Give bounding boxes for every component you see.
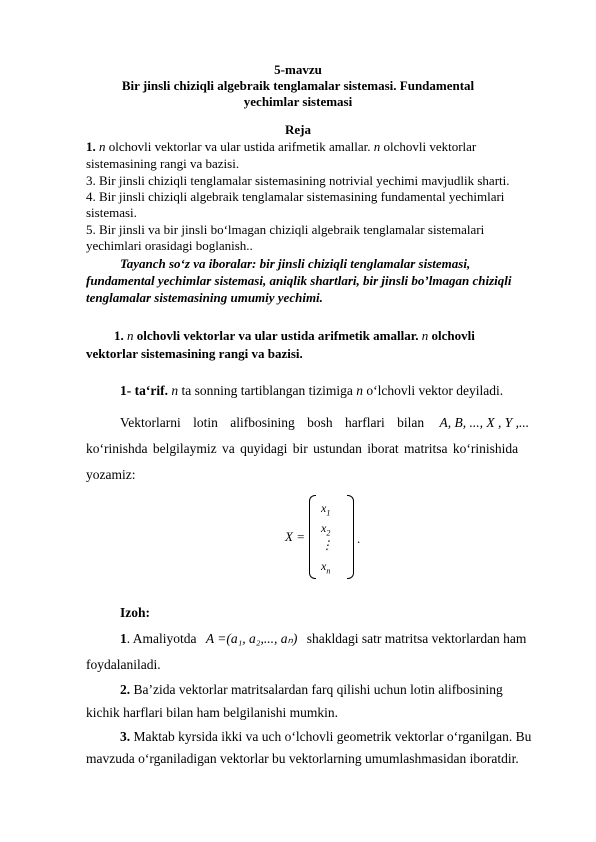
note-1-text-b: shakldagi satr matritsa vektorlardan ham (306, 631, 527, 646)
n-symbol: n (373, 139, 381, 154)
topic-number: 5-mavzu (274, 62, 322, 77)
plan-item-1-number: 1. (86, 139, 96, 154)
column-matrix (285, 495, 365, 585)
note-2-line-1 (120, 681, 503, 698)
title-line-1: Bir jinsli chiziqli algebraik tenglamalar sistemasi. Fundamental (121, 78, 475, 93)
row-matrix-formula: A =(a₁, a₂,..., aₙ) (205, 631, 298, 646)
note-1-line-2: foydalaniladi. (86, 657, 161, 672)
plan-item-5: 5. Bir jinsli va bir jinsli bo‘lmagan chiziqli algebraik tenglamalar sistemalari (86, 222, 485, 237)
section-1-text-b: olchovli (431, 328, 475, 343)
note-3-line-2: mavzuda o‘rganiladigan vektorlar bu vektorlarning umumlashmasidan iboratdir. (86, 751, 519, 766)
plan-heading: Reja (285, 122, 311, 137)
section-1-number: 1. (114, 328, 124, 343)
plan-item-1 (86, 139, 476, 155)
n-symbol: n (171, 383, 179, 398)
definition-text-a: ta sonning tartiblangan tizimiga (181, 383, 353, 398)
n-symbol: n (421, 328, 429, 343)
n-symbol: n (356, 383, 363, 398)
section-1-heading-cont: vektorlar sistemasining rangi va bazisi. (86, 346, 303, 361)
plan-item-1-text-b: olchovli vektorlar (383, 139, 477, 154)
plan-item-4: 4. Bir jinsli chiziqli algebraik tenglamalar sistemasining fundamental yechimlari (86, 189, 505, 204)
keywords-line-2: fundamental yechimlar sistemasi, aniqlik shartlari, bir jinsli bo’lmagan chiziqli (86, 273, 512, 288)
vector-letters-formula: A, B, ..., X , Y ,... (439, 415, 530, 430)
paragraph-1-line-3: yozamiz: (86, 467, 136, 482)
matrix-entry-n: $x_n$ (321, 559, 331, 576)
note-2-text-a: Ba’zida vektorlar matritsalardan farq qilishi uchun lotin alifbosining (133, 682, 503, 697)
matrix-lhs: X = (285, 529, 305, 544)
matrix-entry-1: $x_1$ (321, 501, 331, 518)
right-parenthesis (347, 495, 354, 579)
paragraph-1-line-2: ko‘rinishda belgilaymiz va quyidagi bir ustundan iborat matritsa ko‘rinishida (86, 441, 519, 456)
section-1-heading (114, 328, 475, 344)
keywords-line-1: Tayanch so‘z va iboralar: bir jinsli chiziqli tenglamalar sistemasi, (120, 256, 471, 271)
note-1-text-a: . Amaliyotda (126, 631, 197, 646)
matrix-period: . (357, 531, 361, 546)
plan-item-1-cont: sistemasining rangi va bazisi. (86, 156, 240, 171)
definition-label: 1- ta‘rif. (120, 383, 168, 398)
plan-item-3: 3. Bir jinsli chiziqli tenglamalar sistemasining notrivial yechimi mavjudlik sharti. (86, 173, 510, 188)
keywords-line-3: tenglamalar sistemasining umumiy yechimi. (86, 290, 323, 305)
plan-item-5-cont: yechimlari orasidagi boglanish.. (86, 238, 253, 253)
note-1-line-1 (120, 630, 526, 647)
matrix-entry-2: $x_2$ (321, 521, 331, 538)
definition (120, 382, 503, 399)
section-1-text-a: olchovli vektorlar va ular ustida arifmetik amallar. (136, 328, 419, 343)
note-3-text-a: Maktab kyrsida ikki va uch o‘lchovli geometrik vektorlar o‘rganilgan. Bu (133, 729, 532, 744)
note-2-line-2: kichik harflari bilan ham belgilanishi mumkin. (86, 705, 338, 720)
left-parenthesis (309, 495, 316, 579)
paragraph-1-line-1 (120, 414, 530, 431)
paragraph-1-text-a: Vektorlarni lotin alifbosining bosh harflari bilan (120, 415, 425, 430)
definition-text-b: o‘lchovli vektor deyiladi. (366, 383, 504, 398)
notes-heading: Izoh: (120, 605, 150, 620)
n-symbol: n (99, 139, 106, 154)
note-2-number: 2. (120, 682, 131, 697)
matrix-vertical-dots: ⋮ (321, 538, 333, 552)
plan-item-4-cont: sistemasi. (86, 205, 137, 220)
n-symbol: n (127, 328, 134, 343)
title-line-2: yechimlar sistemasi (243, 94, 353, 109)
note-3-number: 3. (120, 729, 131, 744)
note-3-line-1 (120, 728, 531, 745)
plan-item-1-text-a: olchovli vektorlar va ular ustida arifmetik amallar. (108, 139, 371, 154)
note-1-number: 1 (120, 631, 127, 646)
